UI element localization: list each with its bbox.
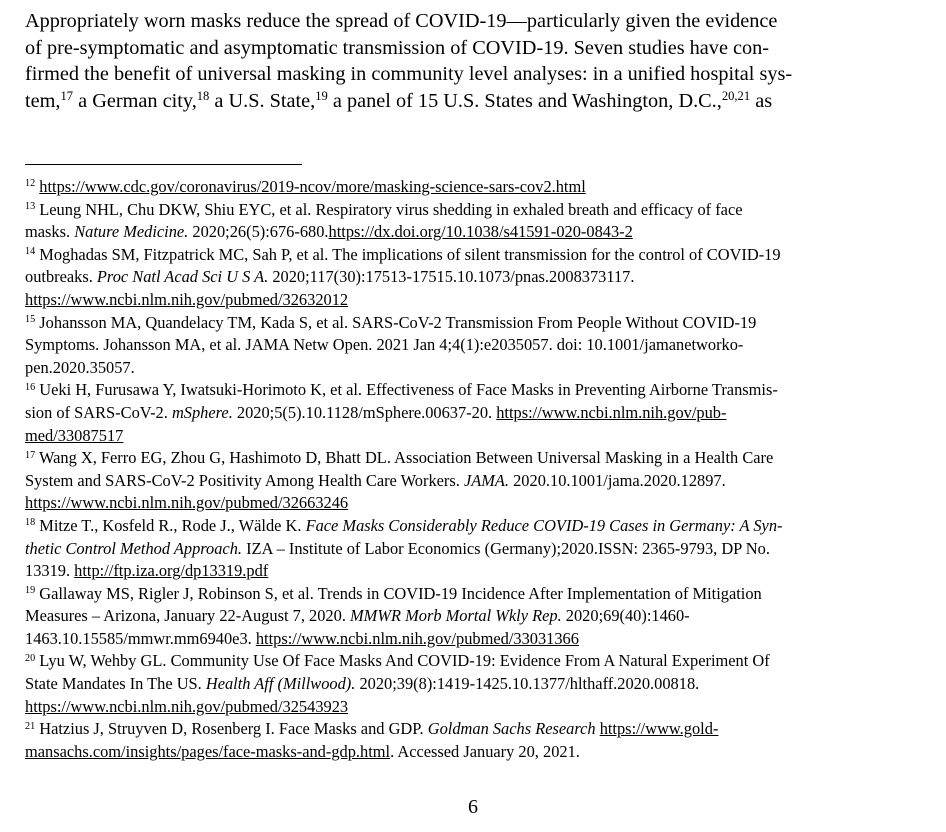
journal-title: Health Aff (Millwood). bbox=[205, 674, 356, 694]
footnote-ref[interactable]: 19 bbox=[315, 88, 328, 103]
footnote-20 bbox=[25, 650, 925, 718]
text: tem, bbox=[25, 89, 61, 112]
text: a German city, bbox=[73, 89, 197, 112]
journal-title: MMWR Morb Mortal Wkly Rep. bbox=[350, 606, 562, 626]
journal-title: mSphere. bbox=[171, 402, 233, 422]
text: Ueki H, Furusawa Y, Iwatsuki-Horimoto K, et al. Effectiveness of Face Masks in Preventing Airborne Transmis- bbox=[39, 380, 778, 400]
footnote-12 bbox=[25, 176, 925, 199]
footnotes bbox=[25, 176, 925, 763]
footnote-ref[interactable]: 18 bbox=[196, 88, 210, 103]
journal-title: Nature Medicine. bbox=[74, 222, 189, 242]
page-number: 6 bbox=[468, 796, 478, 818]
footnote-number: 13 bbox=[25, 201, 36, 213]
footnote-link[interactable]: https://www.ncbi.nlm.nih.gov/pubmed/32543923 bbox=[25, 696, 349, 716]
text: Wang X, Ferro EG, Zhou G, Hashimoto D, Bhatt DL. Association Between Universal Masking in a Health Care bbox=[38, 448, 774, 468]
text: 2020;5(5).10.1128/mSphere.00637-20. bbox=[232, 402, 497, 422]
footnote-link[interactable]: https://www.cdc.gov/coronavirus/2019-ncov/more/masking-science-sars-cov2.html bbox=[39, 177, 586, 196]
text: Leung NHL, Chu DKW, Shiu EYC, et al. Respiratory virus shedding in exhaled breath and efficacy of face bbox=[39, 199, 743, 219]
text: 13319. bbox=[25, 561, 75, 581]
footnote-link[interactable]: https://www.ncbi.nlm.nih.gov/pubmed/32663246 bbox=[25, 493, 349, 513]
footnote-link[interactable]: https://www.ncbi.nlm.nih.gov/pubmed/33031366 bbox=[255, 628, 579, 648]
text: Hatzius J, Struyven D, Rosenberg I. Face Masks and GDP. bbox=[39, 719, 428, 739]
footnote-15 bbox=[25, 312, 925, 380]
footnote-number: 16 bbox=[25, 381, 36, 393]
body-line bbox=[25, 88, 925, 115]
text: Moghadas SM, Fitzpatrick MC, Sah P, et al. The implications of silent transmission for the control of COVID-19 bbox=[39, 244, 781, 264]
text: a U.S. State, bbox=[209, 89, 316, 112]
footnote-13 bbox=[25, 199, 925, 244]
text: sion of SARS-CoV-2. bbox=[25, 402, 172, 422]
journal-title: Goldman Sachs Research bbox=[427, 719, 596, 739]
footnote-ref[interactable]: 20,21 bbox=[721, 88, 751, 103]
text: 2020.10.1001/jama.2020.12897. bbox=[509, 470, 726, 490]
footnote-21 bbox=[25, 718, 925, 763]
text: outbreaks. bbox=[25, 267, 97, 287]
text: Symptoms. Johansson MA, et al. JAMA Netw Open. 2021 Jan 4;4(1):e2035057. doi: 10.1001/jamanetworko- bbox=[25, 335, 744, 355]
text: masks. bbox=[25, 222, 75, 242]
footnote-number: 14 bbox=[25, 246, 36, 258]
text: a panel of 15 U.S. States and Washington, D.C., bbox=[327, 89, 722, 112]
text: 2020;39(8):1419-1425.10.1377/hlthaff.2020.00818. bbox=[355, 674, 700, 694]
footnote-link[interactable]: https://www.ncbi.nlm.nih.gov/pub- bbox=[496, 402, 727, 422]
footnote-ref[interactable]: 17 bbox=[60, 88, 74, 103]
text: . Accessed January 20, 2021. bbox=[390, 741, 580, 761]
footnote-link[interactable]: https://dx.doi.org/10.1038/s41591-020-0843-2 bbox=[328, 222, 633, 242]
footnote-number: 20 bbox=[25, 652, 36, 664]
text: IZA – Institute of Labor Economics (Germany);2020.ISSN: 2365-9793, DP No. bbox=[242, 538, 770, 558]
body-line: firmed the benefit of universal masking in community level analyses: in a unified hospital sys- bbox=[25, 63, 793, 86]
footnote-17 bbox=[25, 447, 925, 515]
footnote-18 bbox=[25, 515, 925, 583]
text: System and SARS-CoV-2 Positivity Among Health Care Workers. bbox=[25, 470, 464, 490]
journal-title: Proc Natl Acad Sci U S A. bbox=[96, 267, 269, 287]
text: 2020;117(30):17513-17515.10.1073/pnas.2008373117. bbox=[268, 267, 635, 287]
footnote-number: 21 bbox=[25, 720, 36, 732]
footnote-number: 15 bbox=[25, 313, 36, 325]
text: 2020;26(5):676-680. bbox=[188, 222, 329, 242]
text: 2020;69(40):1460- bbox=[561, 606, 690, 626]
text: Lyu W, Wehby GL. Community Use Of Face Masks And COVID-19: Evidence From A Natural Experiment Of bbox=[39, 651, 770, 671]
text: 1463.10.15585/mmwr.mm6940e3. bbox=[25, 628, 256, 648]
journal-title: JAMA. bbox=[463, 470, 510, 490]
text: as bbox=[750, 89, 773, 112]
body-line: of pre-symptomatic and asymptomatic transmission of COVID-19. Seven studies have con- bbox=[25, 36, 770, 59]
footnote-number: 17 bbox=[25, 449, 36, 461]
text: Measures – Arizona, January 22-August 7, 2020. bbox=[25, 606, 351, 626]
footnote-19 bbox=[25, 583, 925, 651]
text: Mitze T., Kosfeld R., Rode J., Wälde K. bbox=[39, 515, 306, 535]
footnote-number: 18 bbox=[25, 517, 36, 529]
article-title: thetic Control Method Approach. bbox=[25, 538, 242, 558]
footnote-14 bbox=[25, 244, 925, 312]
footnote-link[interactable]: https://www.gold- bbox=[599, 719, 719, 739]
footnote-separator bbox=[25, 164, 302, 165]
body-line: Appropriately worn masks reduce the spread of COVID-19—particularly given the evidence bbox=[25, 10, 778, 32]
text: pen.2020.35057. bbox=[25, 357, 135, 377]
article-title: Face Masks Considerably Reduce COVID-19 Cases in Germany: A Syn- bbox=[305, 515, 783, 535]
text: Gallaway MS, Rigler J, Robinson S, et al. Trends in COVID-19 Incidence After Implementation of Mitigation bbox=[39, 583, 762, 603]
body-paragraph bbox=[25, 8, 925, 114]
text: Johansson MA, Quandelacy TM, Kada S, et al. SARS-CoV-2 Transmission From People Without COVID-19 bbox=[39, 312, 757, 332]
footnote-link[interactable]: mansachs.com/insights/pages/face-masks-and-gdp.html bbox=[25, 741, 391, 761]
footnote-16 bbox=[25, 379, 925, 447]
footnote-number: 19 bbox=[25, 585, 36, 597]
footnote-link[interactable]: med/33087517 bbox=[25, 425, 124, 445]
footnote-number: 12 bbox=[25, 178, 36, 190]
footnote-link[interactable]: https://www.ncbi.nlm.nih.gov/pubmed/32632012 bbox=[25, 289, 349, 309]
footnote-link[interactable]: http://ftp.iza.org/dp13319.pdf bbox=[74, 561, 269, 581]
text: State Mandates In The US. bbox=[25, 674, 206, 694]
